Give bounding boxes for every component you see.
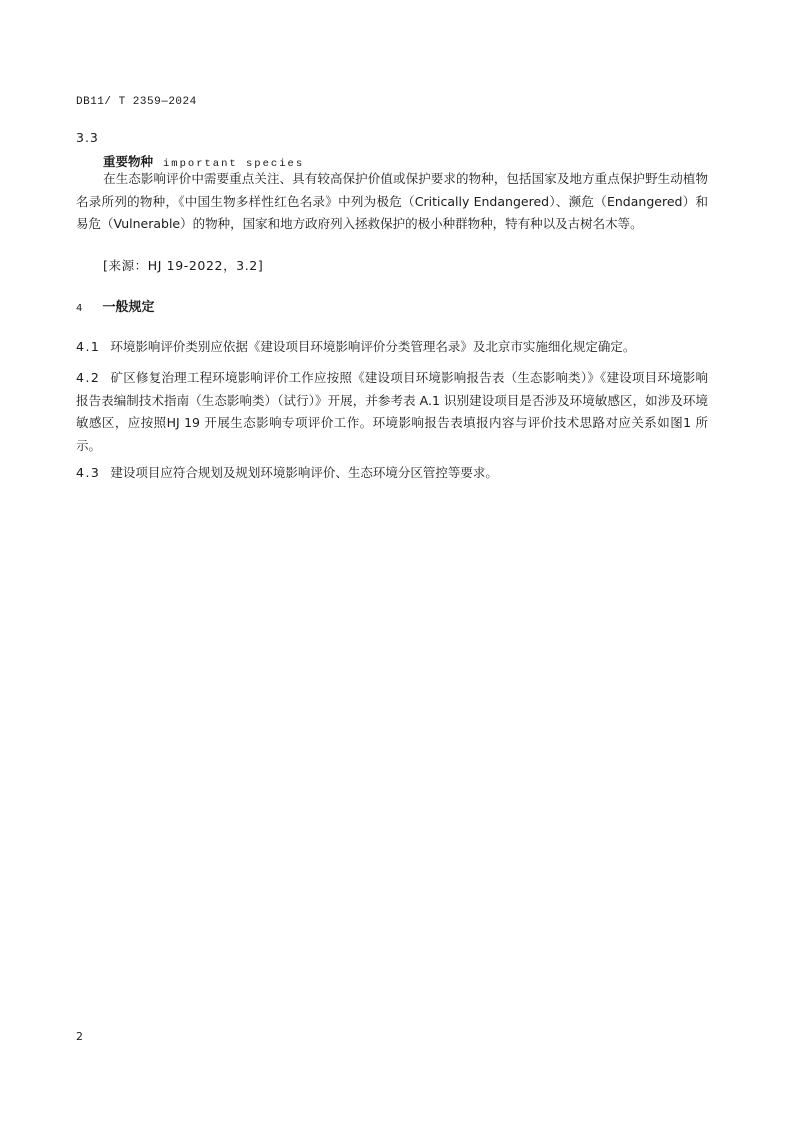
clause-4-3 — [76, 462, 708, 485]
clause-number: 4.2 — [76, 370, 101, 385]
term-chinese: 重要物种 — [103, 154, 154, 169]
clause-text: 矿区修复治理工程环境影响评价工作应按照《建设项目环境影响报告表（生态影响类）》《建设项目环境影响报告表编制技术指南（生态影响类）（试行）》开展，并参考表 A.1 识别建设项目是否涉及环境敏感区，如涉及环境敏感区，应按照HJ 19 开展生态影响专项评价工作。环境影响报告表填报内容与评价技术思路对应关系如图1 所示。 — [76, 370, 708, 453]
clause-number-3-3: 3.3 — [76, 130, 99, 145]
section-number: 4 — [76, 303, 83, 314]
standard-code: DB11/ T 2359—2024 — [76, 96, 197, 108]
clause-text: 环境影响评价类别应依据《建设项目环境影响评价分类管理名录》及北京市实施细化规定确定。 — [110, 339, 636, 354]
clause-4-2 — [76, 367, 708, 457]
clause-number: 4.1 — [76, 339, 101, 354]
term-english: important species — [163, 158, 305, 170]
clause-text: 建设项目应符合规划及规划环境影响评价、生态环境分区管控等要求。 — [110, 465, 498, 480]
header-divider — [76, 116, 717, 117]
section-title: 一般规定 — [102, 300, 155, 315]
section-heading-4 — [76, 296, 155, 315]
page-number: 2 — [76, 1030, 83, 1043]
clause-4-1 — [76, 336, 708, 359]
term-source: [来源：HJ 19-2022，3.2] — [103, 258, 264, 273]
clause-number: 4.3 — [76, 465, 101, 480]
term-definition-text: 在生态影响评价中需要重点关注、具有较高保护价值或保护要求的物种，包括国家及地方重点保护野生动植物名录所列的物种，《中国生物多样性红色名录》中列为极危（Critically Endangered）、濒危（Endangered）和易危（Vulnerable）的物种，国家和地方政府列入拯救保护的极小种群物种，特有种以及古树名木等。 — [76, 171, 708, 231]
term-definition — [76, 168, 708, 236]
